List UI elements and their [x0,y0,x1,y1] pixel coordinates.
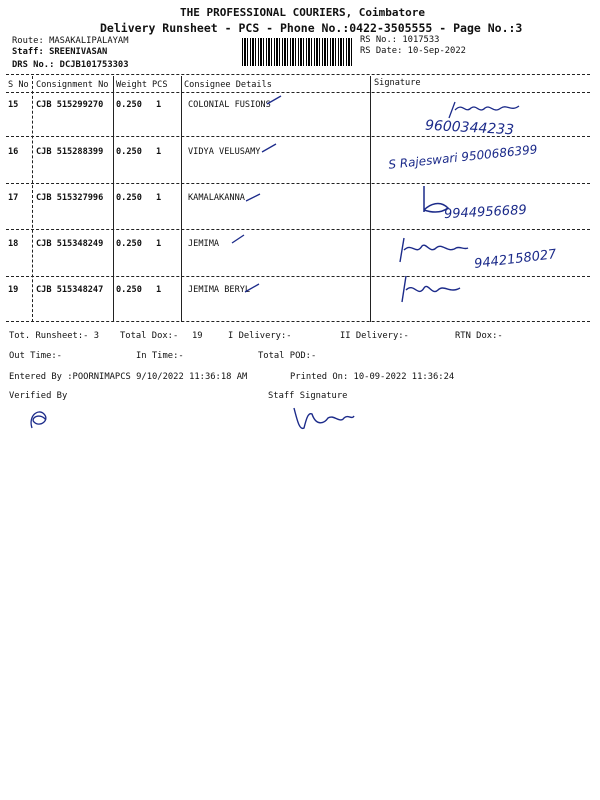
table-row-pcs: 1 [156,100,162,110]
header-bottom-rule [6,92,590,93]
handwritten-text: S Rajeswari 9500686399 [387,142,539,172]
table-row-consignee: JEMIMA [188,239,220,249]
table-row-consignment: CJB 515327996 [36,193,104,203]
tick-mark [244,190,264,204]
table-row-pcs: 1 [156,239,162,249]
total-dox-label: Total Dox:- [120,331,179,341]
col-divider [113,76,114,322]
rs-number: RS No.: 1017533 [360,35,440,45]
total-runsheet: Tot. Runsheet:- 3 [9,331,100,341]
ii-delivery-label: II Delivery:- [340,331,409,341]
col-divider [32,76,33,322]
verified-by-label: Verified By [9,391,68,401]
table-row-consignee: COLONIAL FUSIONS [188,100,271,110]
rs-date: RS Date: 10-Sep-2022 [360,46,466,56]
handwritten-phone: 9442158027 [473,247,558,272]
out-time-label: Out Time:- [9,351,62,361]
staff-label: Staff: SREENIVASAN [12,47,108,57]
runsheet-subtitle: Delivery Runsheet - PCS - Phone No.:0422-3505555 - Page No.:3 [100,21,523,35]
table-row-sno: 19 [8,285,19,295]
table-row-pcs: 1 [156,193,162,203]
rtn-dox-label: RTN Dox:- [455,331,503,341]
table-row-consignee: VIDYA VELUSAMY [188,147,261,157]
total-dox-value: 19 [192,331,203,341]
staff-signature-label: Staff Signature [268,391,348,401]
col-header-pcs: PCS [152,80,168,90]
table-row-consignment: CJB 515288399 [36,147,104,157]
table-row-sno: 18 [8,239,19,249]
table-row-sno: 17 [8,193,19,203]
table-row-weight: 0.250 [116,285,142,295]
col-header-consignment: Consignment No [36,80,109,90]
table-row-weight: 0.250 [116,239,142,249]
table-row-weight: 0.250 [116,147,142,157]
col-header-sno: S No [8,80,29,90]
route-label: Route: MASAKALIPALAYAM [12,36,129,46]
table-row-sno: 16 [8,147,19,157]
col-header-weight: Weight [116,80,148,90]
table-row-sno: 15 [8,100,19,110]
company-title: THE PROFESSIONAL COURIERS, Coimbatore [180,6,426,19]
tick-mark [265,94,285,108]
handwritten-phone: 9600344233 [424,117,515,139]
col-divider [370,76,371,322]
table-row-consignment: CJB 515348247 [36,285,104,295]
table-top-rule [6,74,590,75]
table-row-pcs: 1 [156,285,162,295]
signature-scribble [398,272,468,304]
col-divider [181,76,182,322]
in-time-label: In Time:- [136,351,184,361]
entered-by: Entered By :POORNIMAPCS 9/10/2022 11:36:18 AM [9,372,248,382]
table-row-weight: 0.250 [116,193,142,203]
table-row-consignee: KAMALAKANNA [188,193,245,203]
handwritten-phone: 9944956689 [443,202,528,223]
drs-number: DRS No.: DCJB101753303 [12,60,129,70]
col-header-consignee: Consignee Details [184,80,272,90]
table-bottom-rule [6,321,590,322]
printed-on: Printed On: 10-09-2022 11:36:24 [290,372,455,382]
i-delivery-label: I Delivery:- [228,331,292,341]
table-row-pcs: 1 [156,147,162,157]
col-header-signature: Signature [374,78,421,88]
signature-scribble [396,234,470,264]
row-divider [6,183,590,184]
table-row-consignee: JEMIMA BERYL [188,285,251,295]
tick-mark [243,281,263,295]
row-divider [6,276,590,277]
table-row-consignment: CJB 515299270 [36,100,104,110]
tick-mark [260,141,280,155]
verifier-signature [26,406,52,432]
table-row-weight: 0.250 [116,100,142,110]
table-row-consignment: CJB 515348249 [36,239,104,249]
row-divider [6,229,590,230]
barcode [242,38,352,66]
staff-signature [290,402,356,432]
total-pod-label: Total POD:- [258,351,317,361]
tick-mark [230,232,250,246]
